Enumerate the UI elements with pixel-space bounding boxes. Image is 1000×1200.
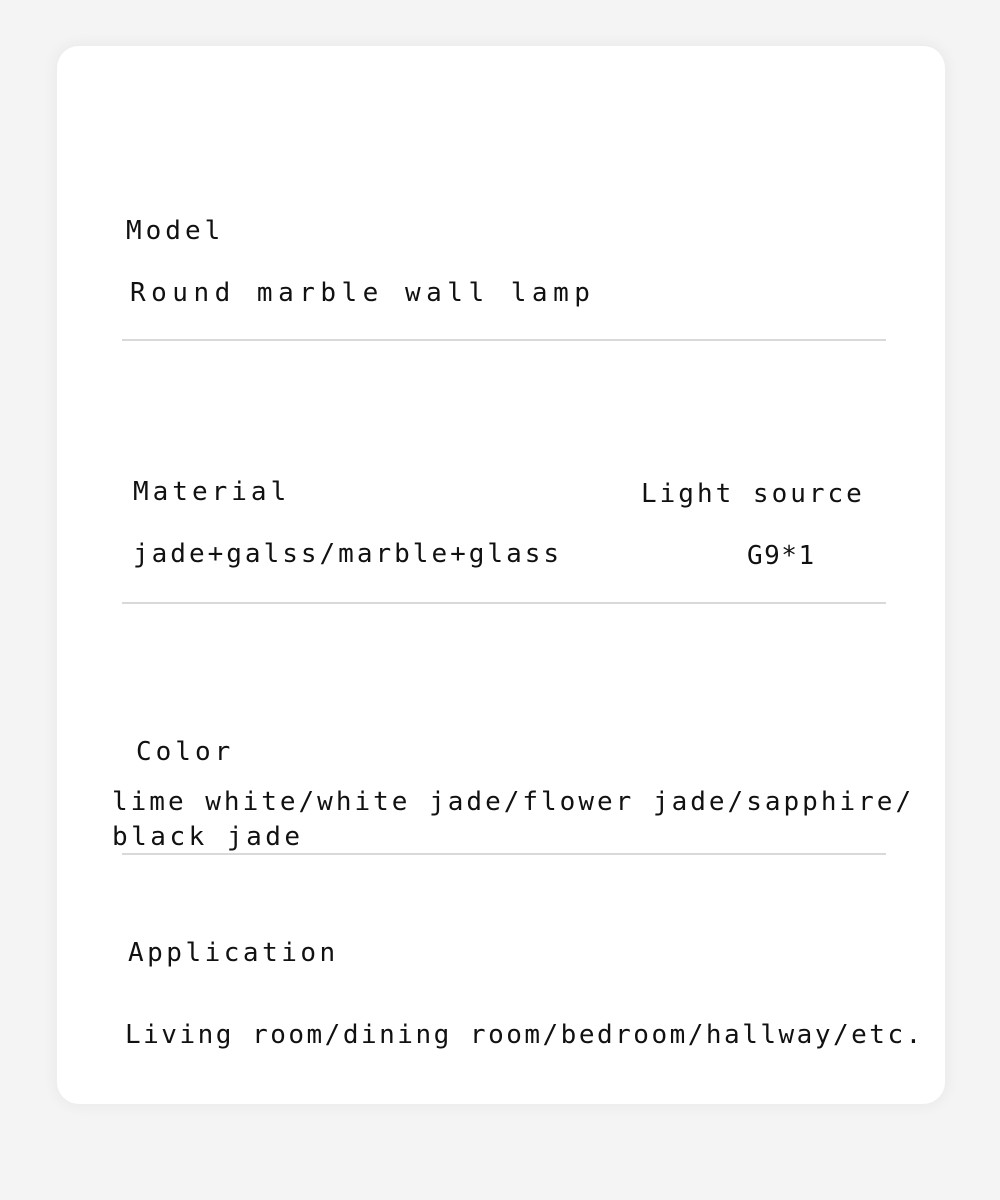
application-value: Living room/dining room/bedroom/hallway/etc. [125,1020,924,1050]
model-divider [122,339,886,341]
light-source-value: G9*1 [747,541,816,571]
material-label: Material [133,477,291,507]
color-label: Color [136,737,235,767]
model-value: Round marble wall lamp [130,278,596,308]
application-label: Application [128,938,339,968]
light-source-label: Light source [641,479,865,509]
model-label: Model [126,216,225,246]
color-divider [122,853,886,855]
color-value-line2: black jade [112,822,304,852]
color-value-line1: lime white/white jade/flower jade/sapphire/ [112,787,915,817]
material-divider [122,602,886,604]
material-value: jade+galss/marble+glass [133,539,563,569]
